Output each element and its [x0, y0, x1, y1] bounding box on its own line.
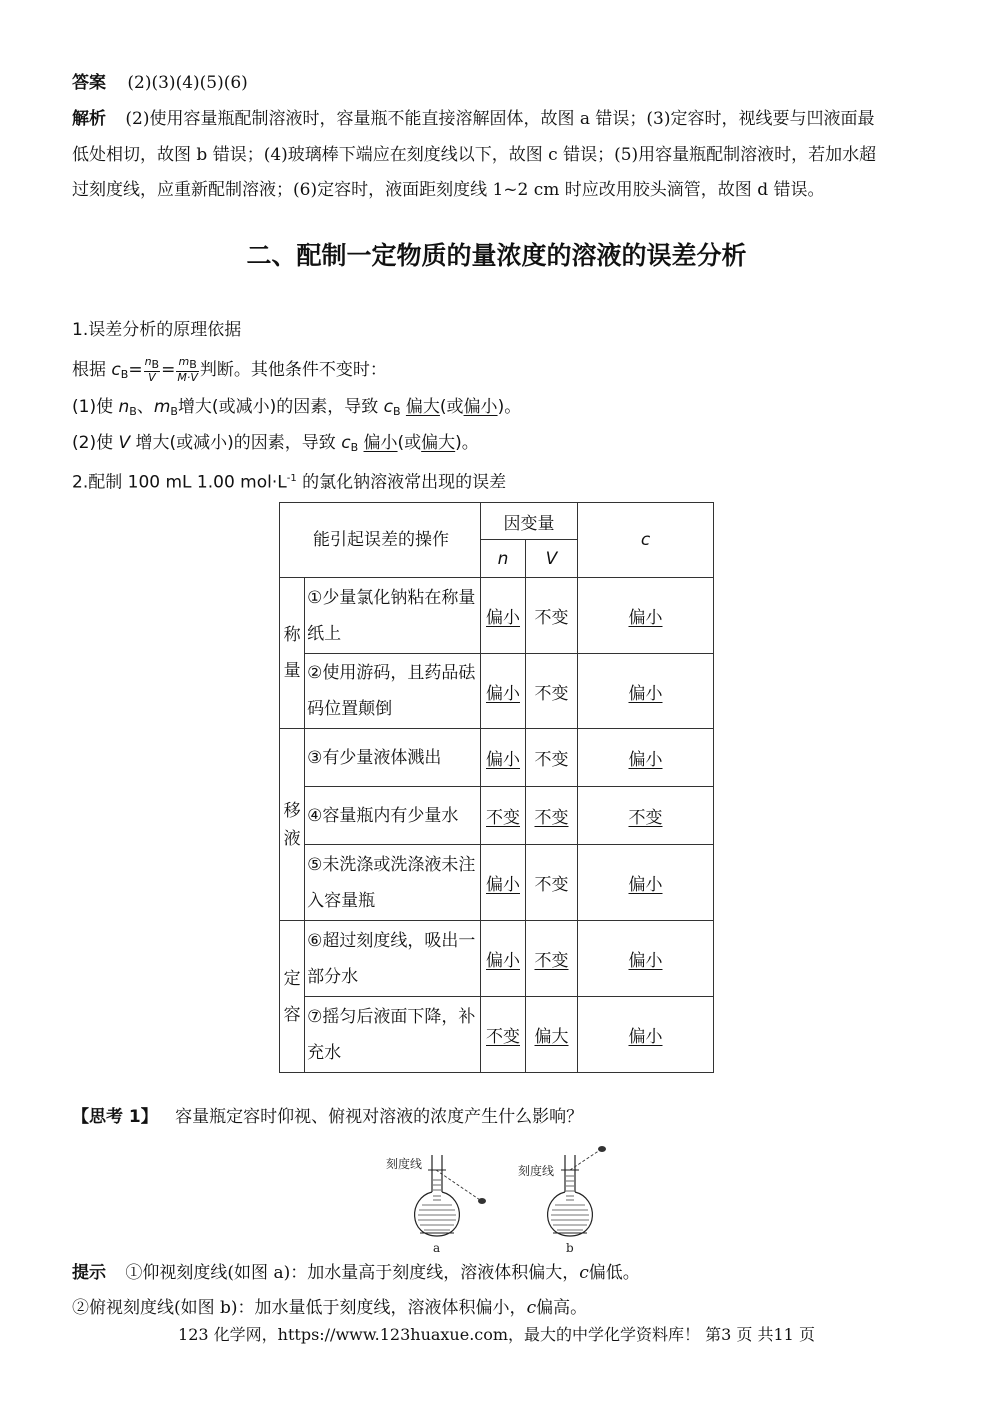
op-cell: ⑥超过刻度线，吸出一部分水	[305, 921, 481, 997]
item2-answer-2: 偏大	[421, 433, 456, 453]
item1-answer-2: 偏小	[463, 397, 498, 417]
group-weigh	[280, 578, 305, 729]
n-cell: 偏小	[486, 875, 520, 895]
item2-a: (2)使	[72, 433, 114, 453]
item1-cvar: c	[383, 397, 393, 417]
header-c-text: c	[640, 530, 651, 550]
header-n-text: n	[497, 548, 509, 569]
group-transfer-text: 移液	[283, 800, 301, 849]
section-title: 二、配制一定物质的量浓度的溶液的误差分析	[246, 241, 747, 270]
sub-b: B	[120, 368, 129, 381]
op-cell: ⑤未洗涤或洗涤液未注入容量瓶	[305, 845, 481, 921]
frac-m-sub: B	[189, 358, 197, 371]
v-cell: 偏大	[534, 1027, 569, 1047]
think-question: 容量瓶定容时仰视、俯视对溶液的浓度产生什么影响？	[175, 1107, 584, 1127]
header-operation: 能引起误差的操作	[280, 503, 481, 578]
item1-answer-1: 偏大	[405, 397, 440, 417]
c-cell: 不变	[628, 808, 663, 828]
hint-1-text: ①仰视刻度线(如图 a)：加水量高于刻度线，溶液体积偏大，	[125, 1263, 580, 1283]
errors-heading-main: 2.配制 100 mL 1.00 mol·L	[72, 472, 287, 493]
hint-line-2	[72, 1298, 587, 1318]
item2-b: 增大(或减小)的因素，导致	[135, 433, 336, 453]
header-n	[481, 540, 526, 578]
c-cell: 偏小	[628, 608, 663, 628]
c-cell: 偏小	[628, 683, 663, 704]
item2-c: (或	[397, 433, 422, 453]
frac-m: m	[178, 355, 190, 368]
v-cell: 不变	[534, 875, 569, 895]
table-row	[280, 787, 714, 845]
table-row	[280, 654, 714, 729]
c-cell: 偏小	[628, 875, 663, 895]
label-a-mark: 刻度线	[386, 1157, 423, 1171]
flask-b	[548, 1146, 606, 1236]
principle-basis	[72, 356, 387, 385]
principle-item-1	[72, 397, 521, 422]
item1-m: m	[153, 397, 171, 417]
group-transfer	[280, 729, 305, 921]
item1-d: (或	[439, 397, 464, 417]
item2-v: V	[118, 433, 131, 453]
basis-prefix: 根据	[72, 360, 106, 380]
group-constant	[280, 921, 305, 1073]
c-cell: 偏小	[628, 750, 663, 770]
v-cell: 不变	[534, 750, 569, 770]
eq-sign-2: =	[161, 360, 176, 380]
v-cell: 不变	[534, 808, 569, 828]
header-v	[526, 540, 578, 578]
fraction-m-over-mv	[176, 356, 199, 384]
answer-line	[72, 73, 248, 93]
header-variable: 因变量	[481, 503, 578, 540]
basis-suffix: 判断。其他条件不变时：	[199, 360, 387, 380]
analysis-line-1	[72, 109, 875, 129]
answer-label: 答案	[72, 73, 106, 93]
v-cell: 不变	[534, 608, 569, 628]
frac-v: V	[148, 371, 156, 384]
item1-c: 增大(或减小)的因素，导致	[177, 397, 379, 417]
errors-heading-tail: 的氯化钠溶液常出现的误差	[296, 472, 507, 493]
analysis-line-2: 低处相切，故图 b 错误；(4)玻璃棒下端应在刻度线以下，故图 c 错误；(5)用容量瓶配制溶液时，若加水超	[72, 145, 877, 165]
error-table	[279, 502, 714, 1073]
op-cell: ④容量瓶内有少量水	[305, 787, 481, 845]
flask-figure	[370, 1140, 630, 1255]
hint-2-c: c	[526, 1298, 537, 1318]
n-cell: 偏小	[486, 608, 520, 628]
item2-d: )。	[455, 433, 479, 453]
hint-2-tail: 偏高。	[536, 1298, 588, 1318]
c-variable: c	[111, 360, 121, 380]
item1-n-sub: B	[129, 405, 137, 418]
op-cell: ⑦摇匀后液面下降，补充水	[305, 997, 481, 1073]
header-c	[578, 503, 714, 578]
group-weigh-text: 称量	[283, 625, 301, 681]
op-cell: ③有少量液体溅出	[305, 729, 481, 787]
item1-n: n	[118, 397, 130, 417]
errors-heading	[72, 469, 506, 493]
think-line	[72, 1107, 583, 1127]
item1-a: (1)使	[72, 397, 114, 417]
n-cell: 不变	[486, 1027, 520, 1047]
item1-e: )。	[497, 397, 522, 417]
table-row	[280, 845, 714, 921]
table-row	[280, 921, 714, 997]
think-label: 【思考 1】	[72, 1107, 158, 1127]
flask-a	[415, 1155, 486, 1236]
hint-label: 提示	[72, 1263, 106, 1283]
hint-2-text: ②俯视刻度线(如图 b)：加水量低于刻度线，溶液体积偏小，	[72, 1298, 527, 1318]
n-cell: 偏小	[486, 683, 520, 704]
errors-heading-sup: -1	[286, 473, 297, 484]
analysis-line-3: 过刻度线，应重新配制溶液；(6)定容时，液面距刻度线 1~2 cm 时应改用胶头滴管，故图 d 错误。	[72, 180, 825, 200]
v-cell: 不变	[534, 683, 569, 704]
v-cell: 不变	[534, 951, 569, 971]
n-cell: 不变	[486, 808, 520, 828]
caption-a: a	[433, 1241, 441, 1255]
hint-line-1	[72, 1263, 640, 1283]
answer-text: (2)(3)(4)(5)(6)	[127, 73, 248, 93]
item2-cvar: c	[341, 433, 351, 453]
hint-1-c: c	[579, 1263, 589, 1283]
item1-b: 、	[136, 397, 154, 417]
eq-sign: =	[128, 360, 143, 380]
item1-c-sub: B	[392, 405, 401, 418]
item1-m-sub: B	[170, 405, 178, 418]
analysis-label: 解析	[72, 109, 106, 129]
n-cell: 偏小	[486, 750, 520, 770]
item2-c-sub: B	[350, 441, 359, 454]
item2-answer-1: 偏小	[363, 433, 398, 453]
c-cell: 偏小	[628, 1027, 663, 1047]
analysis-text-1: (2)使用容量瓶配制溶液时，容量瓶不能直接溶解固体，故图 a 错误；(3)定容时，视线要与凹液面最	[125, 109, 875, 129]
frac-n-sub: B	[151, 358, 160, 371]
caption-b: b	[566, 1241, 574, 1255]
table-row	[280, 578, 714, 654]
op-cell: ②使用游码，且药品砝码位置颠倒	[305, 654, 481, 729]
c-cell: 偏小	[628, 951, 663, 971]
page-footer: 123 化学网，https://www.123huaxue.com，最大的中学化学资料库！ 第3 页 共11 页	[178, 1325, 815, 1344]
table-row	[280, 997, 714, 1073]
frac-mv: M·V	[177, 371, 198, 384]
n-cell: 偏小	[486, 951, 520, 971]
hint-1-tail: 偏低。	[588, 1263, 640, 1283]
header-v-text: V	[545, 548, 558, 569]
op-cell: ①少量氯化钠粘在称量纸上	[305, 578, 481, 654]
frac-n: n	[144, 355, 152, 368]
table-row	[280, 729, 714, 787]
principle-item-2	[72, 433, 479, 458]
label-b-mark: 刻度线	[518, 1164, 555, 1178]
group-constant-text: 定容	[283, 968, 301, 1025]
volumetric-flask-diagram	[370, 1140, 630, 1255]
principle-heading: 1.误差分析的原理依据	[72, 320, 242, 340]
fraction-n-over-v	[144, 356, 161, 384]
